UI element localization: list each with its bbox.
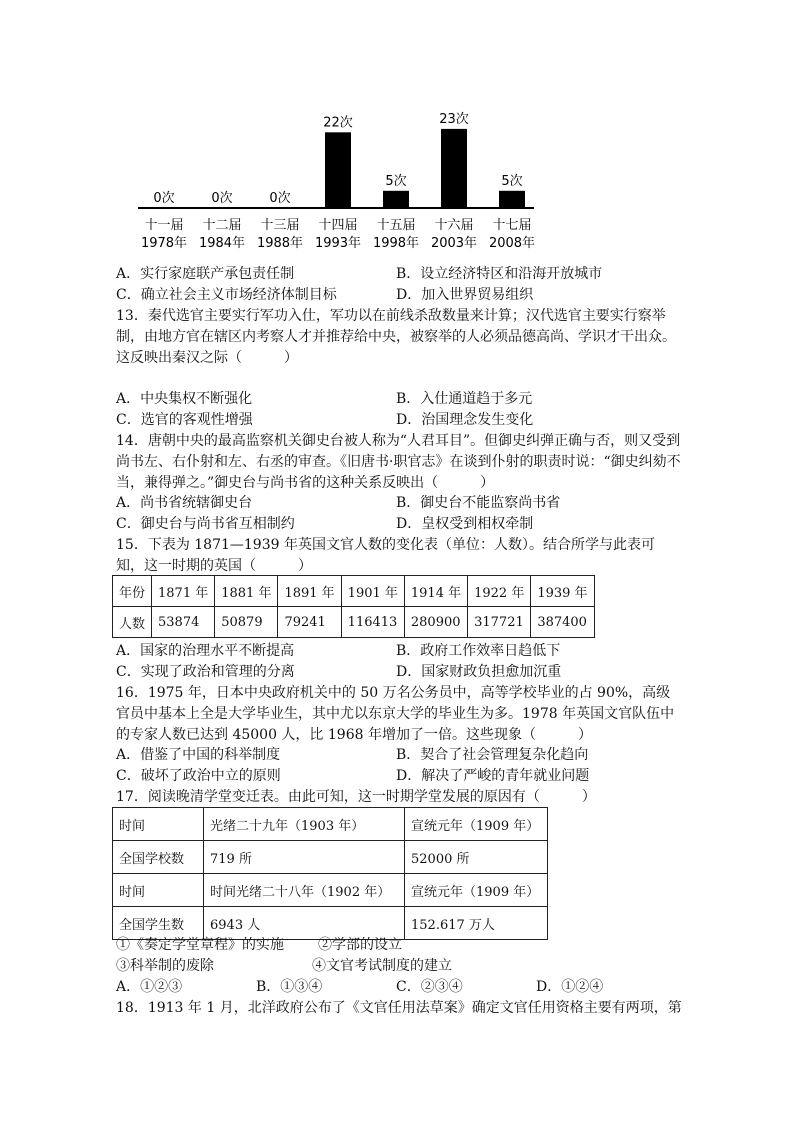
bar: [441, 129, 467, 208]
q16-option-b[interactable]: B．契合了社会管理复杂化趋向: [396, 747, 589, 763]
table-row: [113, 841, 548, 874]
bar-chart: [130, 100, 550, 260]
q14-option-b[interactable]: B．御史台不能监察尚书省: [396, 495, 561, 511]
q17-item-4: ④文官考试制度的建立: [312, 958, 452, 974]
tick-label: 1993年: [314, 236, 362, 251]
q17-option-a[interactable]: A．①②③: [116, 979, 183, 995]
q17-stem: 17．阅读晚清学堂变迁表。由此可知，这一时期学堂发展的原因有（ ）: [116, 789, 596, 805]
q15-stem: 15．下表为 1871—1939 年英国文官人数的变化表（单位：人数）。结合所学与此表可知，这一时期的英国（ ）: [116, 537, 655, 574]
data-label: 23次: [439, 111, 469, 127]
bar: [499, 191, 525, 208]
q13-option-d[interactable]: D．治国理念发生变化: [396, 412, 534, 428]
tick-label: 1984年: [198, 236, 246, 251]
tick-label: 十七届: [492, 218, 532, 233]
q18-stem: 18．1913 年 1 月，北洋政府公布了《文官任用法草案》确定文官任用资格主要有两项，第: [116, 1000, 682, 1016]
table-cell: 1922 年: [468, 576, 531, 607]
data-label: 22次: [323, 115, 353, 131]
table-cell: 116413: [341, 607, 404, 638]
table-cell: 时间: [113, 808, 204, 841]
tick-label: 十二届: [202, 218, 242, 233]
q17-item-2: ②学部的设立: [318, 937, 402, 953]
q13-option-a[interactable]: A．中央集权不断强化: [116, 391, 253, 407]
tick-label: 十四届: [318, 218, 358, 233]
table-cell: 光绪二十九年（1903 年）: [204, 808, 405, 841]
data-label: 0次: [269, 191, 291, 206]
q15-table: [112, 575, 595, 638]
tick-label: 十六届: [434, 218, 474, 233]
q17-table: [112, 807, 548, 940]
q16-option-c[interactable]: C．破坏了政治中立的原则: [116, 768, 281, 784]
q16-option-d[interactable]: D．解决了严峻的青年就业问题: [396, 768, 590, 784]
table-row: [113, 808, 548, 841]
tick-label: 十一届: [144, 218, 184, 233]
tick-label: 十五届: [376, 218, 416, 233]
table-cell: 280900: [404, 607, 467, 638]
table-cell: 53874: [152, 607, 215, 638]
q13-option-b[interactable]: B．入仕通道趋于多元: [396, 391, 533, 407]
q12-option-c[interactable]: C．确立社会主义市场经济体制目标: [116, 287, 337, 303]
table-cell: 1891 年: [278, 576, 341, 607]
table-cell: 时间光绪二十八年（1902 年）: [204, 874, 405, 907]
table-cell: 1939 年: [531, 576, 594, 607]
q14-option-a[interactable]: A．尚书省统辖御史台: [116, 495, 253, 511]
table-cell: 全国学生数: [113, 907, 204, 940]
table-cell: 387400: [531, 607, 594, 638]
bar: [383, 191, 409, 208]
q12-option-a[interactable]: A．实行家庭联产承包责任制: [116, 266, 295, 282]
q12-option-b[interactable]: B．设立经济特区和沿海开放城市: [396, 266, 603, 282]
table-row: [113, 576, 595, 607]
tick-label: 1988年: [256, 236, 304, 251]
table-row: [113, 874, 548, 907]
table-cell: 719 所: [204, 841, 405, 874]
q14-option-d[interactable]: D．皇权受到相权牵制: [396, 516, 534, 532]
q17-item-3: ③科举制的废除: [116, 958, 214, 974]
q17-option-b[interactable]: B．①③④: [256, 979, 323, 995]
table-cell: 50879: [215, 607, 278, 638]
table-cell: 52000 所: [405, 841, 548, 874]
tick-label: 十三届: [260, 218, 300, 233]
table-cell: 1914 年: [404, 576, 467, 607]
q15-option-a[interactable]: A．国家的治理水平不断提高: [116, 643, 295, 659]
q13-stem: 13．秦代选官主要实行军功入仕，军功以在前线杀敌数量来计算；汉代选官主要实行察举制，由地方官在辖区内考察人才并推荐给中央，被察举的人必须品德高尚、学识才干出众。这反映出秦汉之际（ ）: [116, 308, 676, 366]
q15-option-d[interactable]: D．国家财政负担愈加沉重: [396, 664, 562, 680]
q17-option-c[interactable]: C．②③④: [396, 979, 463, 995]
q14-stem: 14．唐朝中央的最高监察机关御史台被人称为“人君耳目”。但御史纠弹正确与否，则又受到尚书左、右仆射和左、右丞的审查。《旧唐书·职官志》在谈到仆射的职责时说：“御史纠劾不当，兼得弹之。”御史台与尚书省的这种关系反映出（ ）: [116, 433, 681, 491]
data-label: 5次: [501, 173, 523, 189]
table-cell: 79241: [278, 607, 341, 638]
tick-label: 2003年: [430, 236, 478, 251]
table-row: [113, 607, 595, 638]
q13-option-c[interactable]: C．选官的客观性增强: [116, 412, 253, 428]
q17-option-d[interactable]: D．①②④: [536, 979, 604, 995]
tick-label: 1978年: [140, 236, 188, 251]
q17-item-1: ①《奏定学堂章程》的实施: [116, 937, 284, 953]
table-cell: 宣统元年（1909 年）: [405, 808, 548, 841]
q14-option-c[interactable]: C．御史台与尚书省互相制约: [116, 516, 295, 532]
data-label: 0次: [153, 191, 175, 206]
q16-option-a[interactable]: A．借鉴了中国的科举制度: [116, 747, 281, 763]
q15-option-b[interactable]: B．政府工作效率日趋低下: [396, 643, 561, 659]
table-cell: 152.617 万人: [405, 907, 548, 940]
q12-option-d[interactable]: D．加入世界贸易组织: [396, 287, 534, 303]
tick-label: 1998年: [372, 236, 420, 251]
bar: [325, 132, 351, 208]
table-cell: 6943 人: [204, 907, 405, 940]
tick-label: 2008年: [488, 236, 536, 251]
table-header-cell: 人数: [113, 607, 152, 638]
q15-option-c[interactable]: C．实现了政治和管理的分离: [116, 664, 295, 680]
table-header-cell: 年份: [113, 576, 152, 607]
data-label: 0次: [211, 191, 233, 206]
table-cell: 317721: [468, 607, 531, 638]
data-label: 5次: [385, 173, 407, 189]
table-cell: 宣统元年（1909 年）: [405, 874, 548, 907]
table-cell: 时间: [113, 874, 204, 907]
table-cell: 1871 年: [152, 576, 215, 607]
table-cell: 1881 年: [215, 576, 278, 607]
table-cell: 1901 年: [341, 576, 404, 607]
q16-stem: 16．1975 年，日本中央政府机关中的 50 万名公务员中，高等学校毕业的占 90%，高级官员中基本上全是大学毕业生，其中尤以东京大学的毕业生为多。1978 年英国文官队伍中的专家人数已达到 45000 人，比 1968 年增加了一倍。这些现象（ ）: [116, 685, 675, 743]
table-cell: 全国学校数: [113, 841, 204, 874]
